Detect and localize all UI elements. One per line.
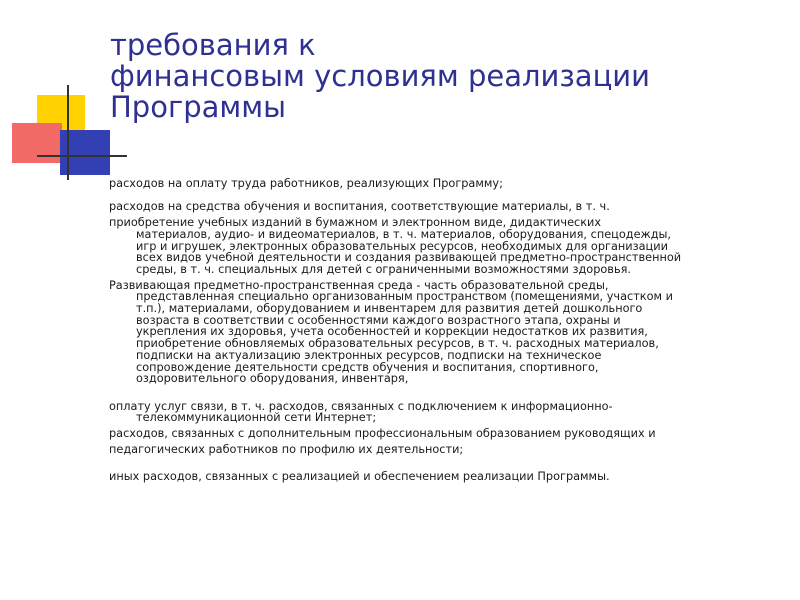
body-paragraph: приобретение учебных изданий в бумажном и электронном виде, дидактических материалов, аудио- и видеоматериалов, в т. ч. материалов, оборудования, спецодежды, игр и игрушек, электронных образовательных ресурсов, необходимых для организации всех видов учебной деятельности и создания развивающей предметно-пространственной среды, в т. ч. специальных для детей с ограниченными возможностями здоровья. [109,216,682,276]
paragraph-spacer [109,455,769,467]
body-paragraph: расходов на средства обучения и воспитания, соответствующие материалы, в т. ч. [109,200,610,214]
horizontal-line-decoration [37,155,127,157]
title-line: требования к [110,28,316,62]
body-paragraph: расходов, связанных с дополнительным профессиональным образованием руководящих и [109,427,656,441]
body-paragraph: расходов на оплату труда работников, реализующих Программу; [109,177,503,190]
body-paragraph: иных расходов, связанных с реализацией и обеспечением реализации Программы. [109,470,610,484]
slide-body [109,178,769,483]
slide-title [110,30,790,123]
body-paragraph: педагогических работников по профилю их деятельности; [109,442,464,456]
title-line: Программы [110,90,287,124]
vertical-line-decoration [67,85,69,180]
body-paragraph: Развивающая предметно-пространственная среда - часть образовательной среды, представленная специально организованным пространством (помещениями, участком и т.п.), материалами, оборудованием и инвентарем для развития детей дошкольного возраста в соответствии с особенностями каждого возрастного этапа, охраны и укрепления их здоровья, учета особенностей и коррекции недостатков их развития, приобретение обновляемых образовательных ресурсов, в т. ч. расходных материалов, подписки на актуализацию электронных ресурсов, подписки на техническое сопровождение деятельности средств обучения и воспитания, спортивного, оздоровительного оборудования, инвентаря, [109,278,673,386]
title-line: финансовым условиям реализации [110,59,650,93]
paragraph-spacer [109,385,769,397]
body-paragraph: оплату услуг связи, в т. ч. расходов, связанных с подключением к информационно- телекоммуникационной сети Интернет; [109,399,613,425]
red-square-decoration [12,123,62,163]
